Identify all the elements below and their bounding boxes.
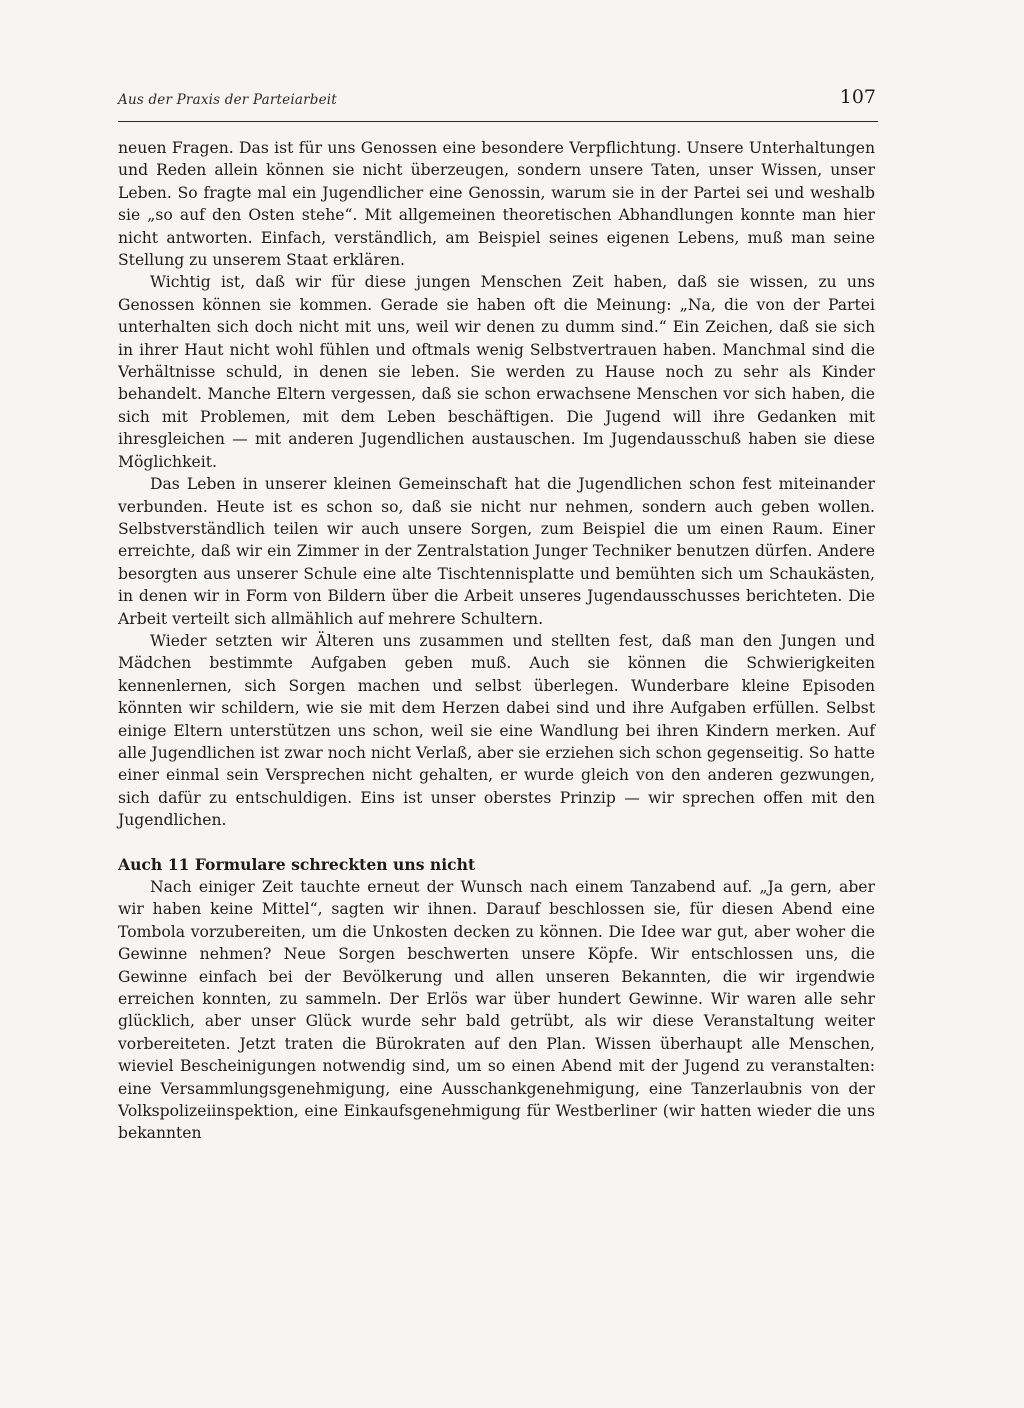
paragraph-4: Wieder setzten wir Älteren uns zusammen und stellten fest, daß man den Jungen und Mädchen bestimmte Aufgaben geben muß. Auch sie können die Schwierigkeiten kennenlernen, sich Sorgen machen und selbst überlegen. Wunderbare kleine Episoden könnten wir schildern, wie sie mit dem Herzen dabei sind und ihre Aufgaben erfüllen. Selbst einige Eltern unterstützen uns schon, weil sie eine Wandlung bei ihren Kindern merken. Auf alle Jugendlichen ist zwar noch nicht Verlaß, aber sie erziehen sich schon gegenseitig. So hatte einer einmal sein Versprechen nicht gehalten, er wurde gleich von den anderen gezwungen, sich dafür zu entschuldigen. Eins ist unser oberstes Prinzip — wir sprechen offen mit den Jugendlichen.	[118, 631, 875, 830]
running-title: Aus der Praxis der Parteiarbeit	[118, 92, 337, 108]
running-head	[118, 88, 878, 118]
page-number: 107	[839, 86, 876, 108]
paragraph-1: neuen Fragen. Das ist für uns Genossen eine besondere Verpflichtung. Unsere Unterhaltungen und Reden allein können sie nicht überzeugen, sondern unsere Taten, unser Wissen, unser Leben. So fragte mal ein Jugendlicher eine Genossin, warum sie in der Partei sei und weshalb sie „so auf den Osten stehe“. Mit allgemeinen theoretischen Abhandlungen konnte man hier nicht antworten. Einfach, verständlich, am Beispiel seines eigenen Lebens, muß man seine Stellung zu unserem Staat erklären.	[118, 139, 875, 270]
paragraph-3: Das Leben in unserer kleinen Gemeinschaft hat die Jugendlichen schon fest miteinander verbunden. Heute ist es schon so, daß sie nicht nur nehmen, sondern auch geben wollen. Selbstverständlich teilen wir auch unsere Sorgen, zum Beispiel die um einen Raum. Einer erreichte, daß wir ein Zimmer in der Zentralstation Junger Techniker benutzen dürfen. Andere besorgten aus unserer Schule eine alte Tischtennisplatte und bemühten sich um Schaukästen, in denen wir in Form von Bildern über die Arbeit unseres Jugendausschusses berichteten. Die Arbeit verteilt sich allmählich auf mehrere Schultern.	[118, 475, 875, 628]
paragraph-2: Wichtig ist, daß wir für diese jungen Menschen Zeit haben, daß sie wissen, zu uns Genossen können sie kommen. Gerade sie haben oft die Meinung: „Na, die von der Partei unterhalten sich doch nicht mit uns, weil wir denen zu dumm sind.“ Ein Zeichen, daß sie sich in ihrer Haut nicht wohl fühlen und oftmals wenig Selbstvertrauen haben. Manchmal sind die Verhältnisse schuld, in denen sie leben. Sie werden zu Hause noch zu sehr als Kinder behandelt. Manche Eltern vergessen, daß sie schon erwachsene Menschen vor sich haben, die sich mit Problemen, mit dem Leben beschäftigen. Die Jugend will ihre Gedanken mit ihresgleichen — mit anderen Jugendlichen austauschen. Im Jugendausschuß haben sie diese Möglichkeit.	[118, 273, 875, 471]
section-paragraph: Nach einiger Zeit tauchte erneut der Wunsch nach einem Tanzabend auf. „Ja gern, aber wir haben keine Mittel“, sagten wir ihnen. Darauf beschlossen sie, für diesen Abend eine Tombola vorzubereiten, um die Unkosten decken zu können. Die Idee war gut, aber woher die Gewinne nehmen? Neue Sorgen beschwerten unsere Köpfe. Wir entschlossen uns, die Gewinne einfach bei der Bevölkerung und allen unseren Bekannten, die wir irgendwie erreichen konnten, zu sammeln. Der Erlös war über hundert Gewinne. Wir waren alle sehr glücklich, aber unser Glück wurde sehr bald getrübt, als wir diese Veranstaltung weiter vorbereiteten. Jetzt traten die Bürokraten auf den Plan. Wissen überhaupt alle Menschen, wieviel Bescheinigungen notwendig sind, um so einen Abend mit der Jugend zu veranstalten: eine Versammlungsgenehmigung, eine Ausschankgenehmigung, eine Tanzerlaubnis von der Volkspolizeiinspektion, eine Einkaufsgenehmigung für Westberliner (wir hatten wieder die uns bekannten	[118, 878, 875, 1143]
header-rule	[118, 121, 878, 122]
section-heading: Auch 11 Formulare schreckten uns nicht	[118, 854, 476, 874]
body-text	[118, 137, 875, 1145]
